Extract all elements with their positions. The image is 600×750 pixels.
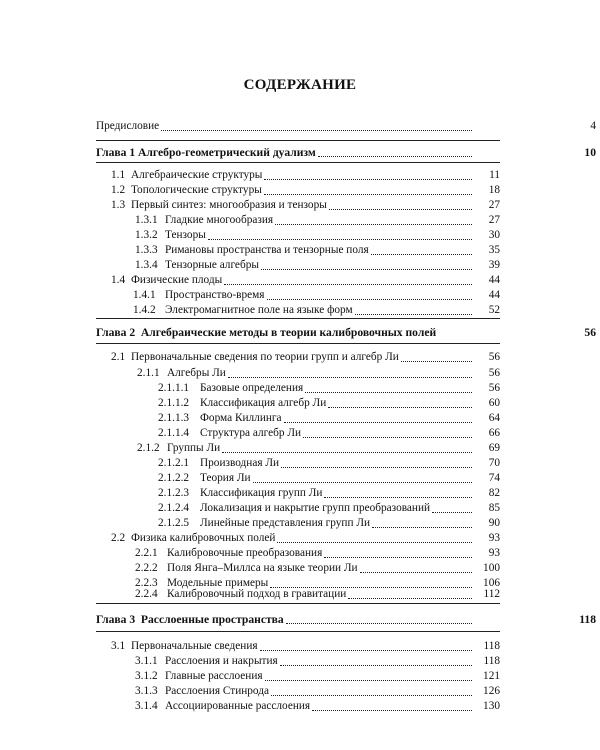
divider [96, 603, 500, 604]
toc-title: Структура алгебр Ли [200, 427, 302, 439]
toc-title: Расслоенные пространства [140, 613, 284, 626]
toc-page: 18 [488, 184, 500, 196]
toc-number: 2.1.2.3 [158, 487, 190, 499]
toc-entry[interactable] [158, 516, 500, 531]
toc-page: 93 [488, 547, 500, 559]
toc-page: 100 [483, 562, 500, 574]
dot-leader [267, 299, 473, 300]
dot-leader [260, 650, 472, 651]
toc-page: 56 [488, 382, 500, 394]
toc-entry[interactable] [133, 303, 500, 318]
toc-title: Линейные представления групп Ли [200, 517, 371, 529]
toc-entry[interactable] [158, 486, 500, 501]
toc-chapter[interactable] [96, 612, 596, 627]
toc-chapter[interactable] [96, 325, 596, 340]
toc-entry[interactable] [158, 411, 500, 426]
toc-number: 2.1.2.4 [158, 502, 190, 514]
toc-entry[interactable] [158, 501, 500, 516]
toc-number: 3.1.4 [135, 700, 158, 712]
toc-number: Глава 3 [96, 613, 136, 626]
toc-page: 60 [488, 397, 500, 409]
dot-leader [360, 572, 472, 573]
toc-number: 2.1.2 [137, 442, 160, 454]
toc-entry[interactable] [135, 213, 500, 228]
toc-title: Классификация алгебр Ли [200, 397, 327, 409]
page-title: СОДЕРЖАНИЕ [243, 77, 357, 93]
toc-title: Топологические структуры [131, 184, 262, 196]
toc-entry[interactable] [135, 587, 500, 602]
dot-leader [328, 407, 472, 408]
toc-page: 118 [579, 613, 596, 626]
toc-entry[interactable] [135, 669, 500, 684]
toc-entry[interactable] [135, 684, 500, 699]
toc-number: 2.1.1.4 [158, 427, 190, 439]
toc-title: Предисловие [96, 120, 160, 132]
toc-page: 35 [488, 244, 500, 256]
dot-leader [281, 467, 472, 468]
toc-page: 56 [488, 367, 500, 379]
toc-title: Модельные примеры [167, 577, 269, 589]
toc-page: 126 [483, 685, 500, 697]
toc-number: 2.2.1 [135, 547, 158, 559]
toc-entry[interactable] [135, 258, 500, 273]
toc-page: 74 [488, 472, 500, 484]
toc-number: 2.1.2.1 [158, 457, 190, 469]
toc-title: Физические плоды [131, 274, 223, 286]
dot-leader [275, 224, 472, 225]
dot-leader [253, 482, 472, 483]
dot-leader [280, 665, 472, 666]
toc-number: 2.1.1.2 [158, 397, 190, 409]
toc-number: Глава 2 [96, 326, 136, 339]
toc-title: Форма Киллинга [200, 412, 282, 424]
toc-entry[interactable] [158, 396, 500, 411]
toc-title: Алгебры Ли [167, 367, 226, 379]
toc-number: 2.1.2.5 [158, 517, 190, 529]
dot-leader [329, 209, 472, 210]
toc-entry[interactable] [135, 243, 500, 258]
toc-number: 1.3.2 [135, 229, 158, 241]
toc-page: 106 [483, 577, 500, 589]
dot-leader [305, 392, 472, 393]
toc-page: 4 [590, 120, 596, 132]
toc-number: 2.1.2.2 [158, 472, 190, 484]
toc-entry[interactable] [133, 288, 500, 303]
toc-entry[interactable] [96, 119, 596, 134]
toc-title: Тензорные алгебры [165, 259, 259, 271]
toc-number: 3.1.3 [135, 685, 158, 697]
toc-chapter[interactable] [96, 145, 596, 160]
dot-leader [324, 557, 472, 558]
toc-entry[interactable] [111, 350, 500, 365]
toc-title: Теория Ли [200, 472, 251, 484]
toc-page: 39 [488, 259, 500, 271]
divider [96, 343, 500, 344]
toc-title: Первоначальные сведения по теории групп и алгебр Ли [131, 351, 399, 363]
toc-entry[interactable] [137, 441, 500, 456]
toc-page: 112 [483, 588, 500, 600]
dot-leader [401, 361, 472, 362]
dot-leader [264, 194, 472, 195]
toc-entry[interactable] [158, 426, 500, 441]
toc-page: 44 [488, 274, 500, 286]
toc-page: 90 [488, 517, 500, 529]
toc-number: 1.4.1 [133, 289, 156, 301]
toc-number: 2.1.1 [137, 367, 160, 379]
divider [96, 631, 500, 632]
toc-page: 64 [488, 412, 500, 424]
toc-title: Пространство-время [165, 289, 265, 301]
dot-leader [208, 239, 472, 240]
dot-leader [264, 179, 472, 180]
dot-leader [265, 680, 472, 681]
toc-entry[interactable] [135, 654, 500, 669]
toc-page: 11 [489, 169, 500, 181]
dot-leader [348, 598, 472, 599]
toc-page: 27 [488, 199, 500, 211]
toc-number: 1.2 [111, 184, 126, 196]
toc-title: Производная Ли [200, 457, 280, 469]
toc-title: Калибровочные преобразования [167, 547, 323, 559]
dot-leader [371, 254, 472, 255]
toc-page: 56 [584, 326, 596, 339]
toc-entry[interactable] [111, 273, 500, 288]
toc-title: Калибровочный подход в гравитации [167, 588, 347, 600]
dot-leader [324, 497, 472, 498]
toc-page: 82 [488, 487, 500, 499]
toc-page: 69 [488, 442, 500, 454]
toc-page: 121 [483, 670, 500, 682]
toc-page: 130 [483, 700, 500, 712]
toc-number: 2.2 [111, 532, 126, 544]
toc-number: 1.3.3 [135, 244, 158, 256]
toc-number: 2.2.2 [135, 562, 158, 574]
toc-page: 70 [488, 457, 500, 469]
toc-title: Алгебраические структуры [131, 169, 263, 181]
toc-number: 1.4 [111, 274, 126, 286]
toc-number: 2.1.1.1 [158, 382, 190, 394]
toc-title: Ассоциированные расслоения [165, 700, 311, 712]
toc-entry[interactable] [158, 471, 500, 486]
toc-title: Поля Янга–Миллса на языке теории Ли [167, 562, 358, 574]
toc-title: Тензоры [165, 229, 206, 241]
toc-entry[interactable] [111, 639, 500, 654]
toc-entry[interactable] [135, 228, 500, 243]
toc-page: 44 [488, 289, 500, 301]
toc-number: Глава 1 [96, 146, 136, 159]
dot-leader [303, 437, 472, 438]
toc-entry[interactable] [135, 561, 500, 576]
dot-leader [432, 512, 472, 513]
toc-title: Электромагнитное поле на языке форм [165, 304, 353, 316]
toc-title: Базовые определения [200, 382, 304, 394]
toc-number: 1.4.2 [133, 304, 156, 316]
divider [96, 318, 500, 319]
toc-entry[interactable] [111, 168, 500, 183]
dot-leader [318, 156, 472, 157]
divider [96, 140, 500, 141]
toc-title: Гладкие многообразия [165, 214, 274, 226]
toc-number: 2.1.1.3 [158, 412, 190, 424]
dot-leader [312, 710, 472, 711]
dot-leader [271, 695, 472, 696]
toc-page: 118 [483, 640, 500, 652]
toc-title: Расслоения Стинрода [165, 685, 270, 697]
dot-leader [355, 314, 472, 315]
toc-entry[interactable] [158, 456, 500, 471]
toc-title: Физика калибровочных полей [131, 532, 276, 544]
toc-number: 2.1 [111, 351, 126, 363]
toc-title: Расслоения и накрытия [165, 655, 278, 667]
dot-leader [372, 527, 472, 528]
toc-page: 52 [488, 304, 500, 316]
toc-title: Алгебраические методы в теории калибровочных полей [140, 326, 437, 339]
dot-leader [286, 623, 472, 624]
dot-leader [228, 377, 472, 378]
toc-number: 1.1 [111, 169, 126, 181]
toc-entry[interactable] [137, 366, 500, 381]
toc-entry[interactable] [111, 198, 500, 213]
dot-leader [161, 130, 472, 131]
toc-page: 30 [488, 229, 500, 241]
toc-title: Главные расслоения [165, 670, 263, 682]
toc-title: Первый синтез: многообразия и тензоры [131, 199, 327, 211]
dot-leader [224, 284, 472, 285]
toc-page: 27 [488, 214, 500, 226]
toc-title: Алгебро-геометрический дуализм [138, 146, 316, 159]
toc-entry[interactable] [111, 183, 500, 198]
toc-entry[interactable] [135, 699, 500, 714]
toc-entry[interactable] [158, 381, 500, 396]
toc-title: Римановы пространства и тензорные поля [165, 244, 369, 256]
toc-page: 10 [584, 146, 596, 159]
toc-title: Локализация и накрытие групп преобразований [200, 502, 431, 514]
toc-number: 1.3 [111, 199, 126, 211]
toc-page: 66 [488, 427, 500, 439]
toc-number: 2.2.3 [135, 577, 158, 589]
dot-leader [222, 452, 472, 453]
toc-number: 3.1 [111, 640, 126, 652]
toc-title: Первоначальные сведения [131, 640, 258, 652]
toc-title: Группы Ли [167, 442, 221, 454]
toc-number: 1.3.1 [135, 214, 158, 226]
toc-entry[interactable] [135, 546, 500, 561]
toc-page: 118 [483, 655, 500, 667]
toc-page: 56 [488, 351, 500, 363]
toc-title: Классификация групп Ли [200, 487, 323, 499]
dot-leader [277, 542, 472, 543]
toc-number: 3.1.2 [135, 670, 158, 682]
toc-page: 93 [488, 532, 500, 544]
divider [96, 162, 500, 163]
toc-page: 85 [488, 502, 500, 514]
toc-entry[interactable] [111, 531, 500, 546]
toc-number: 2.2.4 [135, 588, 158, 600]
toc-number: 1.3.4 [135, 259, 158, 271]
dot-leader [261, 269, 472, 270]
dot-leader [284, 422, 472, 423]
toc-number: 3.1.1 [135, 655, 158, 667]
